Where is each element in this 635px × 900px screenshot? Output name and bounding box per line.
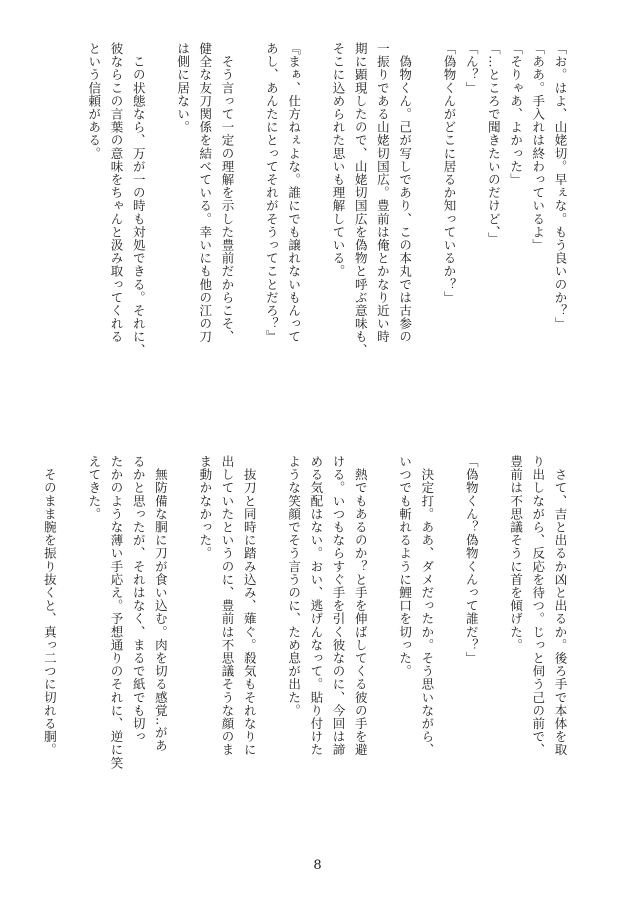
blank-line xyxy=(238,42,260,382)
text-line: さて、吉と出るか凶と出るか。後ろ手で本体を取 xyxy=(553,455,568,757)
text-line: 彼ならこの言葉の意味をちゃんと汲み取ってくれる xyxy=(109,42,124,344)
blank-line xyxy=(416,42,438,382)
text-line: そう言って一定の理解を示した豊前だからこそ、 xyxy=(220,42,235,344)
text-line: るかと思ったが、それはなく、まるで紙でも切っ xyxy=(131,455,147,744)
text-line: この状態なら、万が一の時も対処できる。それに、 xyxy=(131,42,147,357)
text-line: という信頼がある。 xyxy=(86,42,102,160)
text-line: 「偽物くんがどこに居るか知っているか？」 xyxy=(441,42,457,304)
text-line: いつでも斬れるように鯉口を切った。 xyxy=(397,455,413,678)
text-line: えてきた。 xyxy=(86,455,102,521)
lower-text-block xyxy=(42,455,571,810)
text-line: は側に居ない。 xyxy=(175,42,191,134)
blank-line xyxy=(482,455,504,810)
text-line: 一振りである山姥切国広。豊前は俺とかなり近い時 xyxy=(375,42,391,344)
upper-text-block xyxy=(81,42,571,382)
text-line: 無防備な胴に刀が食い込む。肉を切る感覚‥があ xyxy=(153,455,169,753)
text-line: 「そりゃあ、よかった」 xyxy=(508,42,524,187)
text-line: ま動かなかった。 xyxy=(197,455,213,560)
blank-line xyxy=(371,455,393,810)
text-line: 「ん？」 xyxy=(464,42,480,95)
text-line: 決定打。ああ、ダメだったか。そう思いながら、 xyxy=(419,455,435,757)
text-line: ような笑顔でそう言うのに、ため息が出た。 xyxy=(286,455,302,717)
text-line: 「お。はよ、山姥切。早ぇな。もう良いのか？」 xyxy=(553,42,568,331)
text-line: 「ああ。手入れは終わっているよ」 xyxy=(530,42,546,252)
text-line: そこに込められた思いも理解している。 xyxy=(330,42,346,278)
text-line: 『まぁ、仕方ねぇよな。誰にでも譲れないもんって xyxy=(286,42,302,344)
text-line: 熱でもあるのか？と手を伸ばしてくる彼の手を避 xyxy=(353,455,369,757)
text-line: 期に顕現したので、山姥切国広を偽物と呼ぶ意味も、 xyxy=(353,42,369,357)
text-line: り出しながら、反応を待つ。じっと伺う己の前で、 xyxy=(530,455,546,757)
text-line: める気配はない。おい、逃げんなって。貼り付けた xyxy=(308,455,324,757)
blank-line xyxy=(171,455,193,810)
blank-line xyxy=(149,42,171,382)
text-line: あし、あんたにとってそれがそうってことだろ？』 xyxy=(264,42,280,344)
page-number: 8 xyxy=(313,858,322,873)
text-line: 豊前は不思議そうに首を傾げた。 xyxy=(508,455,524,652)
text-line: そのまま腕を振り抜くと、真っ二つに切れる胴。 xyxy=(42,455,58,757)
text-line: 「…ところで聞きたいのだけど、」 xyxy=(486,42,502,246)
blank-line xyxy=(260,455,282,810)
text-line: ける。いつもならすぐ手を引く彼なのに、今回は諦 xyxy=(331,455,347,757)
text-line: 出していたというのに、豊前は不思議そうな顔のま xyxy=(220,455,236,757)
blank-line xyxy=(438,455,460,810)
blank-line xyxy=(305,42,327,382)
text-line: 「偽物くん？偽物くんって誰だ？」 xyxy=(464,455,480,665)
blank-line xyxy=(60,455,82,810)
text-line: 抜刀と同時に踏み込み、薙ぐ。殺気もそれなりに xyxy=(242,455,258,757)
text-line: たかのような薄い手応え。予想通りのそれに、逆に笑 xyxy=(109,455,125,770)
text-line: 偽物くん。己が写しであり、この本丸では古参の xyxy=(397,42,413,344)
text-line: 健全な友刀関係を結べている。幸いにも他の江の刀 xyxy=(197,42,213,344)
